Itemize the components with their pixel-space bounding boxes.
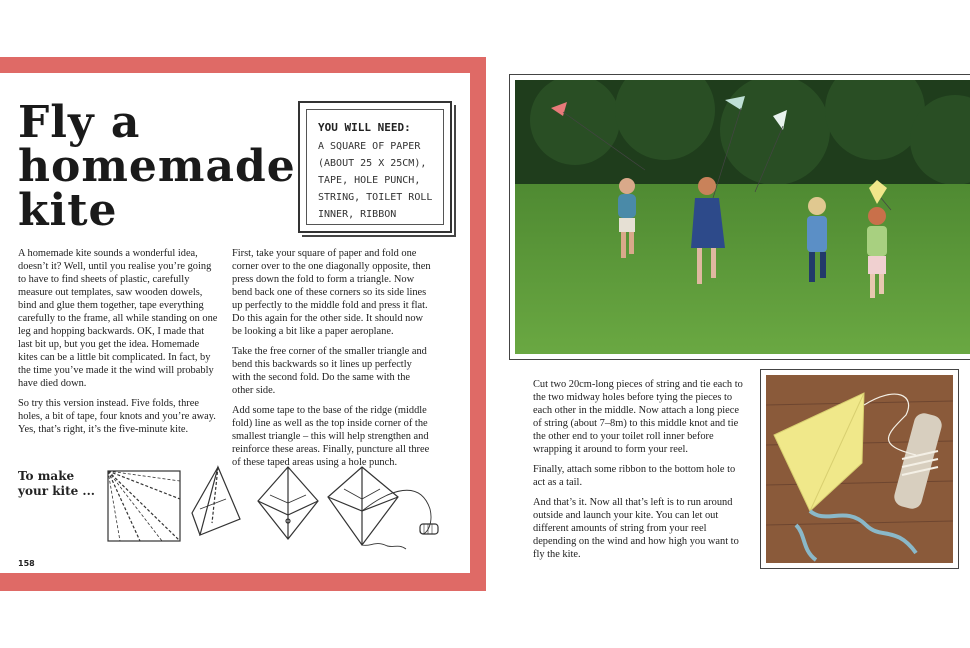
you-will-need-heading: YOU WILL NEED: (318, 121, 411, 134)
left-page (0, 73, 470, 573)
title-line: kite (18, 185, 118, 236)
photo-illustration (515, 80, 970, 354)
children-flying-kites-photo (509, 74, 970, 360)
page-title (18, 97, 296, 236)
step-1-square-icon (108, 471, 180, 541)
paragraph: First, take your square of paper and fold one corner over to the one diagonally opposite, then press down the fold to form a triangle. Now bend back one of these corners so its side lines up perfectly to the middle fold and press it flat. Do this again for the other side. It should now be looking a bit like a paper aeroplane. (232, 248, 431, 337)
step-2-fold-icon (192, 467, 240, 535)
text-column-1 (18, 247, 218, 443)
paragraph: Take the free corner of the smaller triangle and bend this backwards so it lines up perfectly with the second fold. Do the same with the other side. (232, 346, 427, 396)
finished-kite-photo (760, 369, 959, 569)
to-make-line: your kite ... (18, 484, 95, 498)
step-3-fold-icon (258, 467, 318, 539)
text-column-3 (533, 378, 748, 568)
paragraph: And that’s it. Now all that’s left is to run around outside and launch your kite. You can let out different amounts of string from your reel depending on the wind and how high you want to fly the kite. (533, 497, 739, 560)
title-line: Fly a (18, 97, 141, 148)
paragraph: A homemade kite sounds a wonderful idea, doesn’t it? Well, until you realise you’re going to have to find sheets of plastic, carefully measure out templates, saw wooden dowels, bind and glue them together, tape everything carefully to the frame, all while standing on one leg and hopping backwards. OK, I made that last bit up, but you get the idea. Homemade kites can be a little bit complicated. In fact, by the time you’ve made it the wind will probably have died down. (18, 248, 218, 389)
grass-field (515, 184, 970, 354)
text-column-2 (232, 247, 432, 476)
paragraph: Cut two 20cm-long pieces of string and tie each to the two midway holes before tying the pieces to each other in the middle. Now attach a long piece of string (about 7–8m) to this middle knot and tie the other end to your toilet roll inner before wrapping it around to form your reel. (533, 379, 743, 455)
you-will-need-list: A SQUARE OF PAPER (ABOUT 25 X 25CM), TAPE, HOLE PUNCH, STRING, TOILET ROLL INNER, RIBBON (318, 141, 433, 220)
page-number: 158 (18, 559, 35, 568)
kite-on-wood-illustration (766, 375, 953, 563)
photo-content (766, 375, 953, 563)
paragraph: Add some tape to the base of the ridge (middle fold) line as well as the top inside corner of the smallest triangle – this will help strengthen and reinforce these areas. Finally, puncture all three of these taped areas using a hole punch. (232, 405, 430, 468)
photo-content (515, 80, 970, 354)
you-will-need-box (298, 101, 452, 233)
step-4-kite-icon (328, 467, 438, 549)
paragraph: So try this version instead. Five folds, three holes, a bit of tape, four knots and you’re away. Yes, that’s right, it’s the five-minute kite. (18, 398, 216, 435)
paragraph: Finally, attach some ribbon to the bottom hole to act as a tail. (533, 464, 736, 488)
left-page-frame (0, 57, 486, 591)
folding-diagrams (100, 459, 460, 551)
to-make-heading (18, 469, 95, 499)
title-line: homemade (18, 141, 296, 192)
to-make-line: To make (18, 469, 75, 483)
